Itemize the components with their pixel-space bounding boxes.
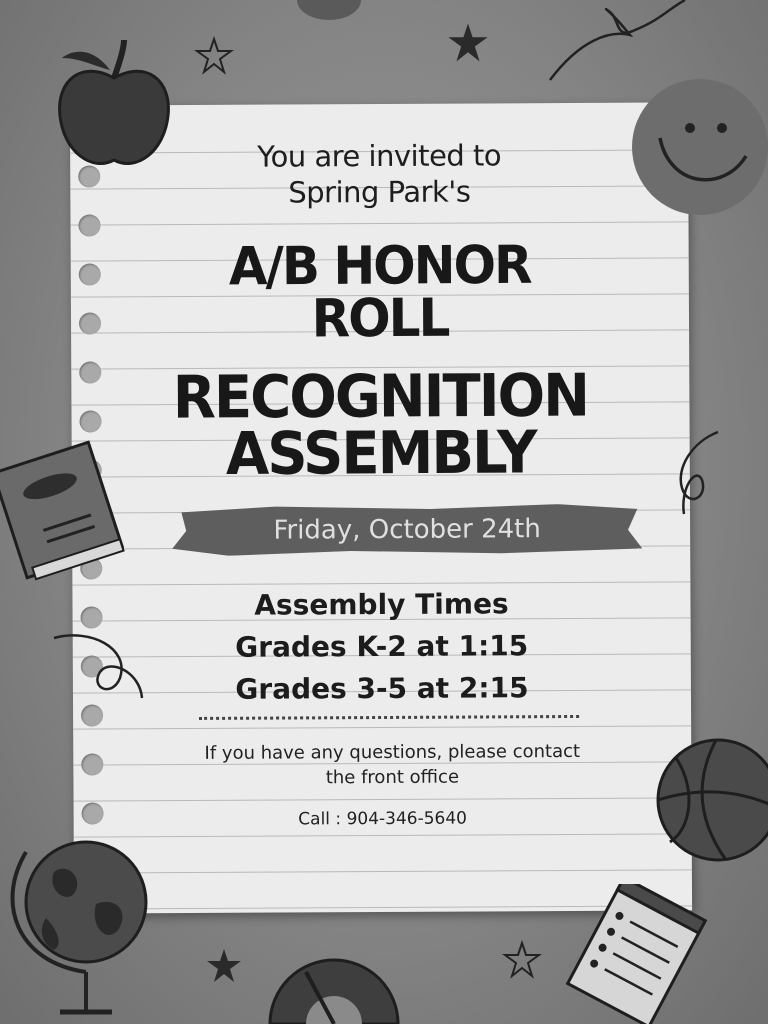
flyer-content (70, 102, 692, 913)
assembly-times (72, 582, 691, 711)
assembly-title (71, 361, 690, 489)
dotted-divider (199, 715, 579, 720)
star-icon (502, 940, 542, 980)
questions-text (153, 739, 631, 792)
questions-line-1: If you have any questions, please contact (204, 740, 581, 764)
title-line-1: A/B HONOR (228, 234, 531, 297)
apple-icon (52, 36, 177, 176)
times-heading: Assembly Times (254, 587, 509, 622)
swirl-icon (50, 628, 150, 708)
time-grades-3-5: Grades 3-5 at 2:15 (235, 671, 529, 706)
star-icon (194, 36, 234, 76)
swirl-icon (672, 428, 722, 518)
protractor-icon (266, 950, 402, 1024)
honor-roll-title (71, 234, 690, 350)
phone-number: Call : 904-346-5640 (298, 808, 468, 830)
invite-line-2: Spring Park's (288, 174, 471, 210)
notebook-paper (70, 102, 692, 913)
circle-icon (294, 0, 364, 22)
notepad-icon (560, 884, 720, 1024)
invite-line-1: You are invited to (257, 138, 502, 174)
book-icon (0, 424, 130, 584)
title-line-3: RECOGNITION (172, 361, 589, 433)
questions-line-2: the front office (325, 766, 460, 789)
title-line-2: ROLL (311, 287, 449, 350)
time-grades-k-2: Grades K-2 at 1:15 (235, 629, 529, 664)
basketball-icon (656, 738, 768, 862)
event-date: Friday, October 24th (273, 514, 541, 546)
globe-icon (6, 832, 156, 1024)
title-line-4: ASSEMBLY (225, 418, 536, 489)
star-icon (204, 946, 244, 986)
star-icon (445, 20, 491, 66)
smiley-icon (628, 76, 768, 218)
